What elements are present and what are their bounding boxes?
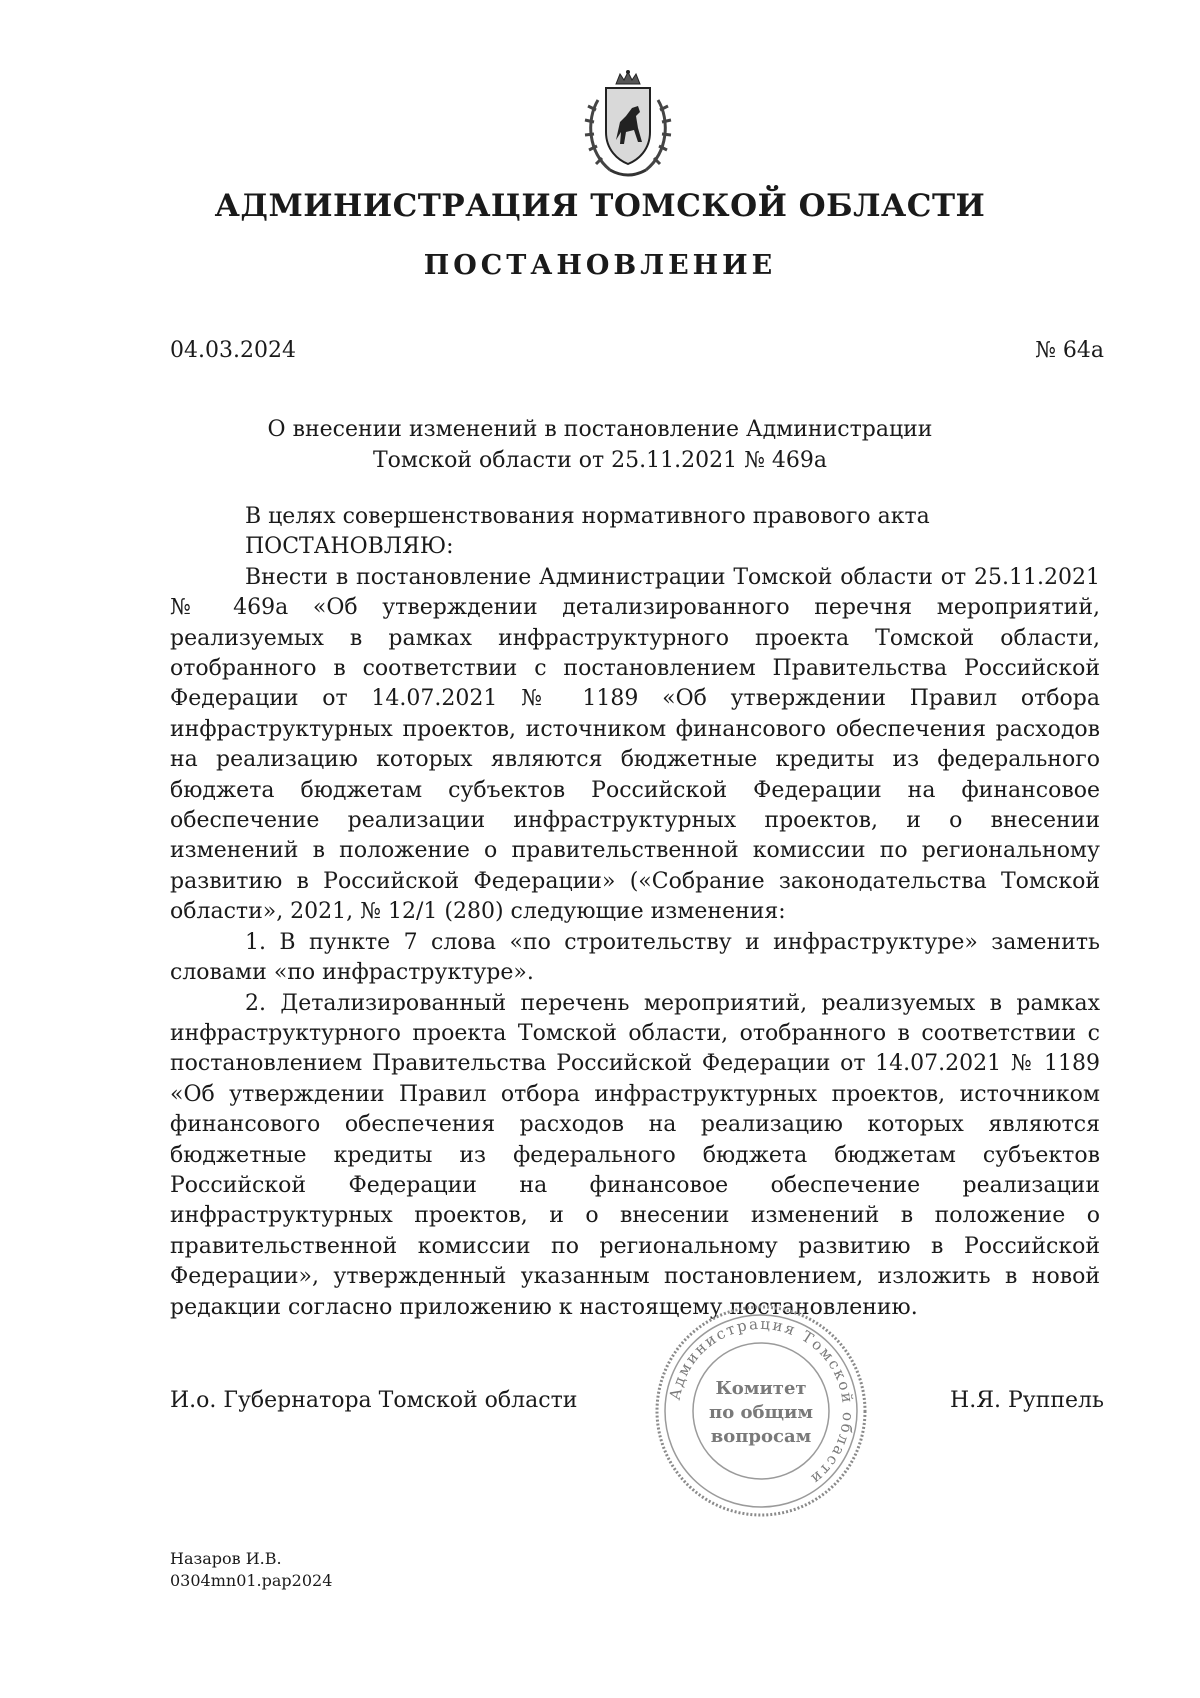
subject-line: О внесении изменений в постановление Администрации xyxy=(267,417,933,442)
organization-title: АДМИНИСТРАЦИЯ ТОМСКОЙ ОБЛАСТИ xyxy=(214,188,986,224)
seal-text-line: вопросам xyxy=(710,1426,812,1447)
body-paragraph: В целях совершенствования нормативного правового акта xyxy=(245,504,930,529)
signatory-name: Н.Я. Руппель xyxy=(950,1388,1104,1413)
executor-name: Назаров И.В. xyxy=(170,1549,282,1568)
coat-of-arms-icon xyxy=(580,70,676,182)
official-seal xyxy=(650,1300,872,1522)
seal-ring-text: Администрация Томской области xyxy=(665,1314,858,1489)
seal-text-line: Комитет xyxy=(715,1378,807,1399)
seal-text-line: по общим xyxy=(709,1402,813,1423)
subject-line: Томской области от 25.11.2021 № 469а xyxy=(372,448,828,473)
document-number: № 64а xyxy=(1035,338,1104,363)
document-body xyxy=(170,502,1100,1323)
executor-block xyxy=(170,1548,332,1592)
body-paragraph-decree: ПОСТАНОВЛЯЮ: xyxy=(245,534,454,560)
document-subject xyxy=(200,414,1000,476)
body-paragraph: Внести в постановление Администрации Томской области от 25.11.2021 № 469а «Об утверждении детализированного перечня мероприятий, реализуемых в рамках инфраструктурного проекта Томской области, отобранного в соответствии с постановлением Правительства Российской Федерации от 14.07.2021 № 1189 «Об утверждении Правил отбора инфраструктурных проектов, источником финансового обеспечения расходов на реализацию которых являются бюджетные кредиты из федерального бюджета бюджетам субъектов Российской Федерации на финансовое обеспечение реализации инфраструктурных проектов, и о внесении изменений в положение о правительственной комиссии по региональному развитию в Российской Федерации» («Собрание законодательства Томской области», 2021, № 12/1 (280) следующие изменения: xyxy=(170,564,1100,925)
body-paragraph: 2. Детализированный перечень мероприятий, реализуемых в рамках инфраструктурного проекта Томской области, отобранного в соответствии с постановлением Правительства Российской Федерации от 14.07.2021 № 1189 «Об утверждении Правил отбора инфраструктурных проектов, источником финансового обеспечения расходов на реализацию которых являются бюджетные кредиты из федерального бюджета бюджетам субъектов Российской Федерации на финансовое обеспечение реализации инфраструктурных проектов, и о внесении изменений в положение о правительственной комиссии по региональному развитию в Российской Федерации», утвержденный указанным постановлением, изложить в новой редакции согласно приложению к настоящему постановлению. xyxy=(170,990,1100,1320)
document-date: 04.03.2024 xyxy=(170,338,296,363)
file-code: 0304mn01.pap2024 xyxy=(170,1571,333,1590)
document-type: ПОСТАНОВЛЕНИЕ xyxy=(423,250,777,281)
body-paragraph: 1. В пункте 7 слова «по строительству и инфраструктуре» заменить словами «по инфраструктуре». xyxy=(170,929,1100,986)
signatory-position: И.о. Губернатора Томской области xyxy=(170,1388,578,1413)
